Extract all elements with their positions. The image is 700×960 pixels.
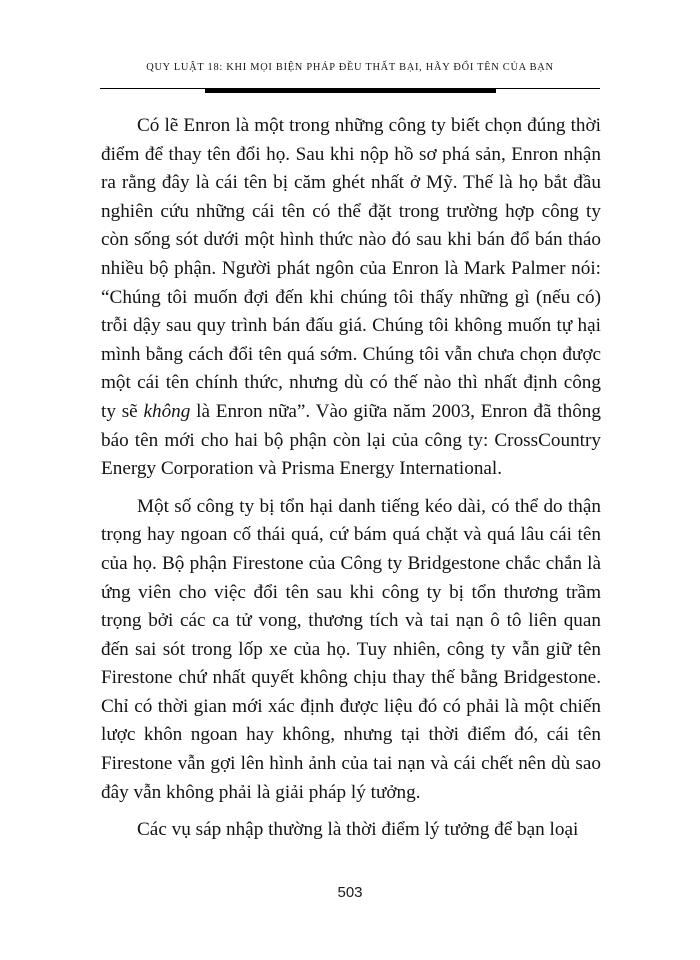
header-rule-thick — [205, 89, 496, 93]
emphasis-text: không — [143, 400, 191, 422]
paragraph-1: Có lẽ Enron là một trong những công ty biết chọn đúng thời điểm để thay tên đổi họ. Sau khi nộp hồ sơ phá sản, Enron nhận ra rằng đây là cái tên bị căm ghét nhất ở Mỹ. Thế là họ bắt đầu nghiên cứu những cái tên có thể đặt trong trường hợp công ty còn sống sót dưới một hình thức nào đó sau khi bán đổ bán tháo nhiều bộ phận. Người phát ngôn của Enron là Mark Palmer nói: “Chúng tôi muốn đợi đến khi chúng tôi thấy những gì (nếu có) trỗi dậy sau quy trình bán đấu giá. Chúng tôi không muốn tự hại mình bằng cách đổi tên quá sớm. Chúng tôi vẫn chưa chọn được một cái tên chính thức, nhưng dù có thế nào thì nhất định công ty sẽ không là Enron nữa”. Vào giữa năm 2003, Enron đã thông báo tên mới cho hai bộ phận còn lại của công ty: CrossCountry Energy Corporation và Prisma Energy International. — [101, 115, 601, 480]
page-number: 503 — [337, 884, 363, 901]
body-text — [101, 112, 601, 845]
page-header — [100, 62, 600, 73]
paragraph-2: Một số công ty bị tổn hại danh tiếng kéo dài, có thể do thận trọng hay ngoan cố thái quá, cứ bám quá chặt và quá lâu cái tên của họ. Bộ phận Firestone của Công ty Bridgestone chắc chắn là ứng viên cho việc đổi tên sau khi công ty bị tổn thương trầm trọng bởi các ca tử vong, thương tích và tai nạn ô tô liên quan đến sai sót trong lốp xe của họ. Tuy nhiên, công ty vẫn giữ tên Firestone chứ nhất quyết không chịu thay thế bằng Bridgestone. Chỉ có thời gian mới xác định được liệu đó có phải là một chiến lược khôn ngoan hay không, nhưng tại thời điểm đó, cái tên Firestone vẫn gợi lên hình ảnh của tai nạn và cái chết nên dù sao đây vẫn không phải là giải pháp lý tưởng. — [101, 495, 601, 803]
running-head: QUY LUẬT 18: KHI MỌI BIỆN PHÁP ĐỀU THẤT BẠI, HÃY ĐỔI TÊN CỦA BẠN — [146, 62, 554, 73]
paragraph-3: Các vụ sáp nhập thường là thời điểm lý tưởng để bạn loại — [137, 819, 579, 841]
